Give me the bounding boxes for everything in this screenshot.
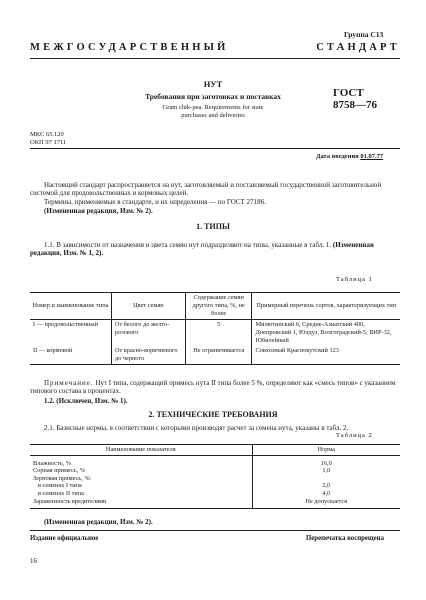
- table-cell: Милютинский 6, Средне-Азиатский 400, Днепровский 1, Юлдуз, Волгоградский-5, ВИР-32, Юбилейный: [255, 321, 392, 344]
- table-1-note: [30, 379, 400, 396]
- footer-rule: [30, 530, 400, 531]
- table-header-cell: Наименование показателя: [30, 445, 252, 456]
- reprint-prohibited-label: Перепечатка воспрещена: [306, 535, 384, 542]
- table-header-cell: Норма: [252, 445, 400, 456]
- terms-paragraph: Термины, применяемые в стандарте, и их определения — по ГОСТ 27186.: [44, 198, 266, 206]
- note-label: Примечание.: [44, 379, 94, 387]
- page-number: 16: [30, 557, 37, 565]
- table-1-label: Таблица 1: [336, 276, 373, 283]
- table-cell: Совхозный Краснокутский 123: [252, 346, 400, 365]
- section-2-1-paragraph: 2.1. Базисные нормы, в соответствии с которыми производят расчет за семена нута, указаны в табл. 2.: [44, 424, 349, 432]
- table-cell: Зараженность вредителями: [30, 498, 252, 509]
- table-cell: I — продовольственный: [30, 320, 111, 347]
- table-cell: От красно-коричневого до черного: [111, 346, 185, 365]
- gost-label: ГОСТ: [333, 87, 364, 99]
- table-cell: 4,0: [322, 489, 331, 497]
- effective-date: [316, 153, 383, 160]
- amendment-note-1: (Измененная редакция, Изм. № 2).: [44, 207, 153, 215]
- table-cell: в семенах II типа: [30, 490, 252, 498]
- section-2-heading: 2. ТЕХНИЧЕСКИЕ ТРЕБОВАНИЯ: [148, 410, 278, 419]
- table-row: [30, 498, 400, 509]
- table-header-row: [30, 293, 400, 320]
- english-title-line-1: Gram chik-pea. Requirements for state: [162, 104, 264, 111]
- table-cell: Не допускается: [252, 498, 400, 509]
- table-cell: в семенах I типа: [30, 482, 252, 490]
- table-header-cell: Примерный перечень сортов, характеризующих тип: [252, 293, 400, 320]
- document-title: НУТ: [203, 79, 223, 89]
- table-cell: Влажность, %: [30, 455, 252, 467]
- section-1-1-paragraph: [30, 241, 400, 258]
- document-subtitle: Требования при заготовках и поставках: [145, 92, 281, 101]
- table-cell: [252, 475, 400, 483]
- header-rule: [30, 58, 400, 59]
- section-1-1-amendment: (Измененная редакция, Изм. № 1, 2).: [30, 241, 374, 258]
- table-header-cell: Номер и наименование типа: [30, 293, 111, 320]
- group-code: Группа С13: [344, 30, 384, 39]
- standard-banner: [30, 42, 400, 53]
- table-cell: 1,0: [322, 467, 331, 475]
- norms-table: [30, 444, 400, 509]
- table-cell: 16,0: [320, 459, 332, 467]
- table-row: [30, 455, 400, 467]
- banner-word-interstate: МЕЖГОСУДАРСТВЕННЫЙ: [30, 42, 229, 53]
- section-1-heading: 1. ТИПЫ: [196, 222, 230, 231]
- english-title-line-2: purchases and deliveries: [181, 112, 245, 119]
- intro-paragraph: Настоящий стандарт распространяется на нут, заготовляемый и поставляемый государственной заготовительной системой для продовольственных и кормовых целей.: [30, 181, 382, 198]
- okp-code: ОКП 97 1711: [30, 139, 67, 146]
- section-1-1-text: 1.1. В зависимости от назначения и цвета семян нут подразделяют на типы, указанные в табл. 1.: [44, 241, 332, 249]
- table-cell: Не ограничивается: [185, 346, 252, 365]
- table-cell: 2,0: [322, 482, 331, 490]
- table-row: [30, 482, 400, 490]
- note-text: Нут I типа, содержащий примесь нута II типа более 5 %, определяют как «смесь типов» с указанием типового состава в процентах.: [30, 379, 396, 396]
- types-table: [30, 292, 400, 365]
- official-edition-label: Издание официальное: [30, 535, 99, 542]
- table-header-cell: Содержание семян другого типа, %, не более: [185, 293, 252, 320]
- codes-rule: [30, 148, 400, 149]
- table-row: [30, 320, 400, 347]
- table-row: [30, 490, 400, 498]
- section-1-2-paragraph: 1.2. (Исключен, Изм. № 1).: [44, 397, 128, 405]
- english-title: [0, 104, 426, 120]
- effective-date-value: 01.07.77: [360, 153, 384, 160]
- amendment-note-2: (Измененная редакция, Изм. № 2).: [44, 518, 153, 526]
- banner-word-standard: СТАНДАРТ: [316, 42, 400, 53]
- table-cell: Зерновая примесь, %:: [30, 475, 252, 483]
- gost-number: 8758—76: [333, 99, 377, 111]
- mks-code: МКС 65.120: [30, 131, 64, 138]
- table-header-cell: Цвет семян: [111, 293, 185, 320]
- table-cell: Сорная примесь, %: [30, 467, 252, 475]
- effective-date-label: Дата введения: [316, 153, 359, 160]
- table-row: [30, 467, 400, 475]
- classification-codes: [30, 131, 66, 147]
- table-cell: II — кормовой: [30, 346, 111, 365]
- table-row: [30, 346, 400, 365]
- table-header-row: [30, 445, 400, 456]
- table-row: [30, 475, 400, 483]
- table-2-label: Таблица 2: [336, 432, 373, 439]
- table-cell: От белого до желто-розового: [111, 320, 185, 347]
- table-cell: 5: [185, 320, 252, 347]
